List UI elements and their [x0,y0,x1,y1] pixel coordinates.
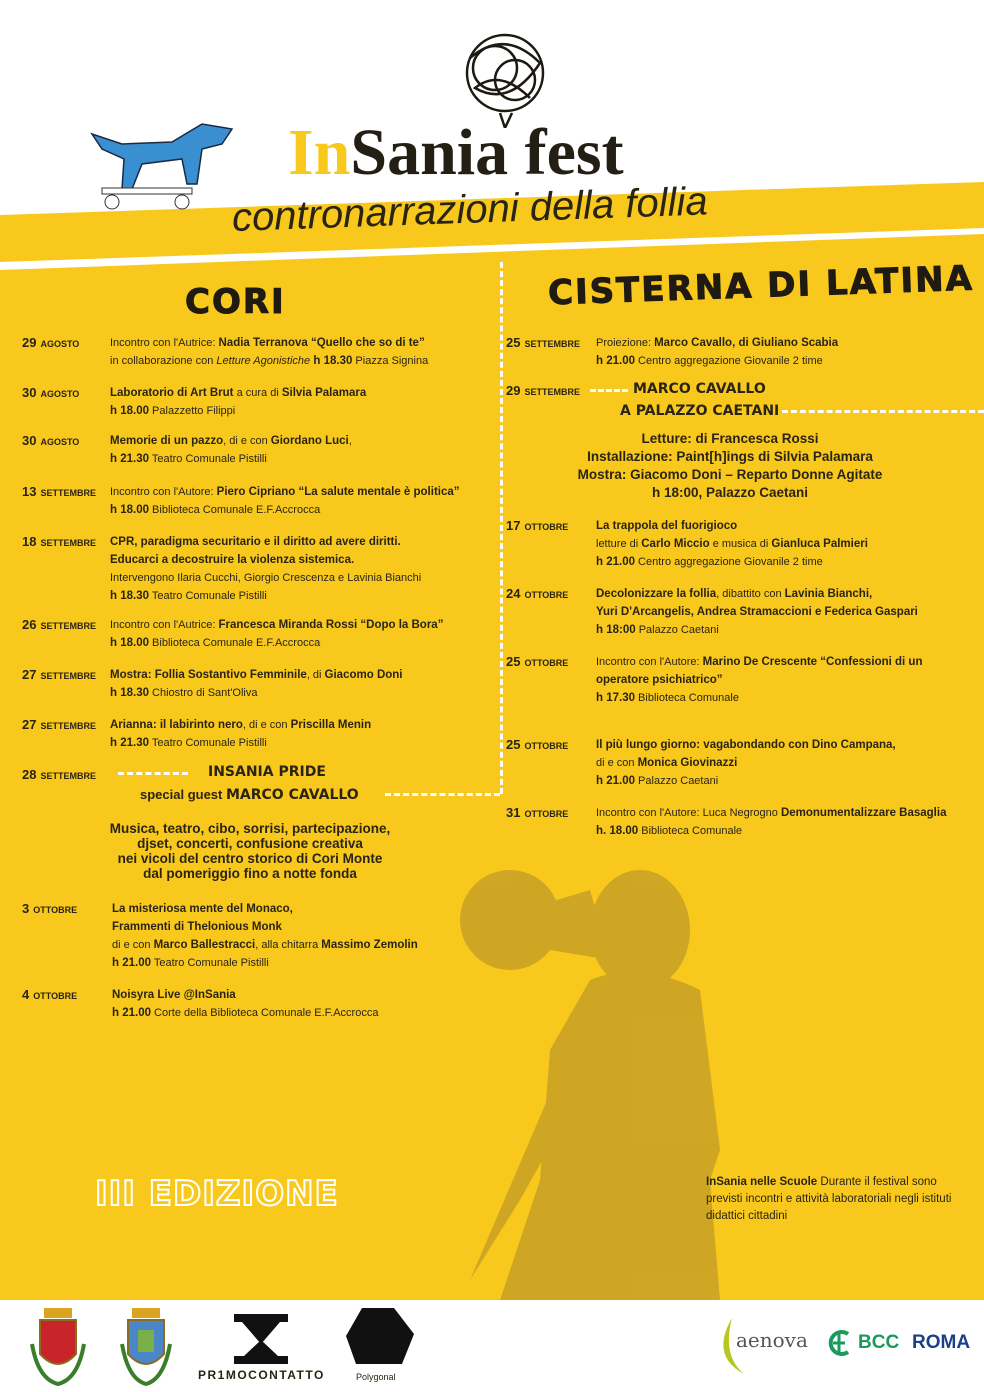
event-line [596,334,838,352]
event-text: Teatro Comunale Pistilli [149,737,267,749]
event-text: , dibattito con [716,588,785,600]
festival-title [288,116,624,189]
event-text: Marino De Crescente “Confessioni di un [702,656,923,668]
event-month: SETTEMBRE [524,339,580,349]
event-text: h 18:00 [596,624,636,636]
event-date [22,900,77,919]
blue-horse-icon [82,104,242,214]
event-body [110,384,366,420]
event-text: Teatro Comunale Pistilli [151,957,269,969]
special-month: SETTEMBRE [524,387,580,397]
polygonal-logo-icon [344,1306,416,1368]
event-day: 27 [22,667,37,682]
event-line [596,772,896,790]
event-text: e musica di [709,538,772,550]
event-text: di e con [596,757,638,769]
event-text: h 18.00 [110,637,149,649]
event-line [596,653,923,671]
event-month: OTTOBRE [524,658,569,668]
pride-desc-line: dal pomeriggio fino a notte fonda [143,866,357,881]
event-month: OTTOBRE [524,522,569,532]
event-text: , [348,435,352,447]
pride-day: 28 [22,767,37,782]
event-day: 30 [22,385,37,400]
event-date [22,334,79,353]
event-text: Carlo Miccio [641,538,710,550]
event-text: Incontro con l'Autore: [596,656,703,668]
event-line [110,352,428,370]
event-month: SETTEMBRE [40,538,96,548]
event-date [506,517,568,536]
event-body [110,334,428,370]
event-text: Biblioteca Comunale [638,825,743,837]
event-line [110,634,443,652]
event-body [596,517,868,571]
event-text: Arianna: il labirinto nero [110,719,243,731]
special-title-2: A PALAZZO CAETANI [620,403,780,419]
event-line [596,535,868,553]
event-month: OTTOBRE [524,809,569,819]
event-text: Palazzetto Filippi [149,405,236,417]
event-text: , alla chitarra [255,939,322,951]
event-line [110,402,366,420]
event-body [596,736,896,790]
dash-line [590,389,628,392]
event-text: letture di [596,538,642,550]
event-text: Incontro con l'Autore: [110,486,217,498]
event-line [596,621,918,639]
event-text: Frammenti di Thelonious Monk [112,921,282,933]
primo-contatto-logo-icon [234,1314,288,1364]
event-day: 13 [22,484,37,499]
event-text: Biblioteca Comunale E.F.Accrocca [149,504,321,516]
event-month: SETTEMBRE [40,671,96,681]
event-text: Marco Cavallo, di Giuliano Scabia [654,337,839,349]
event-text: Centro aggregazione Giovanile 2 time [635,556,823,568]
event-line [110,616,443,634]
scribble-head-icon [450,28,560,128]
title-rest: Sania fest [350,116,624,189]
event-text: Educarci a decostruire la violenza sistemica. [110,554,355,566]
event-date [22,616,96,635]
pride-desc-line: Musica, teatro, cibo, sorrisi, partecipazione, [109,821,391,836]
event-text: Proiezione: [596,337,655,349]
event-text: Palazzo Caetani [635,775,719,787]
event-date [506,804,568,823]
event-day: 26 [22,617,37,632]
event-body [596,804,946,840]
event-date [506,736,568,755]
event-date [22,432,79,451]
event-body [596,653,923,707]
schools-note-text: Durante il festival sono previsti incontri e attività laboratoriali negli istituti didattici cittadini [706,1176,952,1222]
aenova-label: aenova [736,1328,808,1352]
event-line [112,954,418,972]
event-body [110,432,352,468]
event-text: Demonumentalizzare Basaglia [780,807,947,819]
event-line [596,822,946,840]
event-text: Monica Giovinazzi [637,757,738,769]
event-text: Chiostro di Sant'Oliva [149,687,258,699]
event-text: Palazzo Caetani [635,624,719,636]
event-day: 25 [506,335,521,350]
event-text: Biblioteca Comunale [635,692,739,704]
event-line [596,603,918,621]
event-line [112,900,418,918]
event-line [110,450,352,468]
event-day: 24 [506,586,521,601]
event-text: h 17.30 [596,692,635,704]
dash-line [782,410,984,413]
event-line [596,517,868,535]
pride-month: SETTEMBRE [40,771,96,781]
event-body [110,616,443,652]
event-text: Intervengono Ilaria Cucchi, Giorgio Crescenza e Lavinia Bianchi [110,572,422,584]
event-line [110,384,366,402]
pride-desc-line: nei vicoli del centro storico di Cori Monte [117,851,383,866]
event-text: Memorie di un pazzo [110,435,224,447]
event-line [110,551,421,569]
event-text: Il più lungo giorno: vagabondando con Dino Campana, [596,739,896,751]
event-text: Piero Cipriano “La salute mentale è politica” [216,486,460,498]
pride-guest-name: MARCO CAVALLO [225,787,359,803]
event-month: OTTOBRE [33,991,78,1001]
event-body [596,585,918,639]
event-text: Incontro con l'Autrice: [110,337,219,349]
special-desc-line: Letture: di Francesca Rossi [641,431,819,446]
event-line [110,483,460,501]
event-text: Piazza Signina [352,355,429,367]
event-day: 30 [22,433,37,448]
event-day: 18 [22,534,37,549]
event-text: Teatro Comunale Pistilli [149,590,267,602]
event-text: Biblioteca Comunale E.F.Accrocca [149,637,321,649]
event-day: 25 [506,737,521,752]
event-text: h 21.00 [596,775,635,787]
city-heading-cori: CORI [185,282,286,322]
event-line [596,804,946,822]
column-divider [500,262,503,794]
event-text: La misteriosa mente del Monaco, [112,903,293,915]
event-line [110,684,403,702]
event-text: , di e con [242,719,291,731]
pride-title: INSANIA PRIDE [208,764,326,780]
event-line [110,587,421,605]
event-text: Mostra: Follia Sostantivo Femminile [110,669,307,681]
pride-guest-prefix: special guest [140,787,226,802]
event-text: Noisyra Live @InSania [112,989,236,1001]
event-day: 31 [506,805,521,820]
event-text: Teatro Comunale Pistilli [149,453,267,465]
special-desc-line: Mostra: Giacomo Doni – Reparto Donne Agitate [577,467,883,482]
girl-megaphone-image [440,850,740,1300]
event-body [110,483,460,519]
event-text: Giacomo Doni [324,669,403,681]
event-text: Nadia Terranova “Quello che so di te” [218,337,425,349]
event-line [596,736,896,754]
event-text: h 21.00 [596,355,635,367]
event-line [110,716,371,734]
event-text: Yuri D'Arcangelis, Andrea Stramaccioni e Federica Gaspari [596,606,918,618]
event-line [596,671,923,689]
event-text: in collaborazione con [110,355,217,367]
event-line [596,754,896,772]
bcc-logo-icon [824,1328,854,1358]
edition-label: III EDIZIONE [95,1174,339,1214]
pride-desc-line: djset, concerti, confusione creativa [137,836,363,851]
event-text: Marco Ballestracci [153,939,256,951]
event-line [112,1004,378,1022]
event-date [506,653,568,672]
event-body [112,986,378,1022]
cisterna-coat-of-arms-icon [118,1304,174,1388]
event-text: h 21.00 [112,957,151,969]
event-text: h 18.30 [110,687,149,699]
event-text: h. 18.00 [596,825,639,837]
event-day: 29 [22,335,37,350]
pride-guest [140,786,359,804]
event-month: SETTEMBRE [40,488,96,498]
pride-description [60,821,440,881]
event-text: Priscilla Menin [290,719,372,731]
special-day: 29 [506,383,521,398]
event-day: 17 [506,518,521,533]
event-text: Massimo Zemolin [321,939,418,951]
bcc-label: BCC [858,1332,900,1353]
event-line [112,918,418,936]
event-date [22,384,79,403]
event-month: AGOSTO [40,389,80,399]
event-line [596,689,923,707]
primo-contatto-label: PR1MOCONTATTO [198,1368,325,1382]
event-text: h 21.00 [596,556,635,568]
special-description [540,430,920,502]
event-text: Corte della Biblioteca Comunale E.F.Accrocca [151,1007,379,1019]
event-text: CPR, paradigma securitario e il diritto ad avere diritti. [110,536,401,548]
event-date [22,716,96,735]
event-text: Giordano Luci [270,435,349,447]
event-date [22,483,96,502]
event-text: h 18.00 [110,504,149,516]
event-text: h 21.00 [112,1007,151,1019]
event-text: h 18.30 [110,590,149,602]
city-heading-cisterna: CISTERNA DI LATINA [547,258,975,314]
event-text: h 18.00 [110,405,149,417]
event-text: Letture Agonistiche [216,355,311,367]
cori-coat-of-arms-icon [28,1304,88,1388]
event-text: Laboratorio di Art Brut [110,387,234,399]
event-date [506,585,568,604]
event-body [596,334,838,370]
special-desc-line: h 18:00, Palazzo Caetani [651,485,809,500]
schools-note [706,1174,966,1225]
event-day: 25 [506,654,521,669]
event-day: 3 [22,901,30,916]
event-line [110,569,421,587]
special-desc-line: Installazione: Paint[h]ings di Silvia Palamara [587,449,873,464]
event-month: OTTOBRE [33,905,78,915]
event-line [110,666,403,684]
event-text: operatore psichiatrico” [596,674,723,686]
event-body [112,900,418,972]
event-month: SETTEMBRE [40,621,96,631]
event-month: SETTEMBRE [40,721,96,731]
event-line [110,533,421,551]
event-day: 27 [22,717,37,732]
dash-line [118,772,188,775]
event-text: Lavinia Bianchi, [784,588,873,600]
event-body [110,666,403,702]
title-in: In [288,116,351,189]
event-line [112,986,378,1004]
special-title-1: MARCO CAVALLO [633,381,766,397]
event-text: Centro aggregazione Giovanile 2 time [635,355,823,367]
event-text: Gianluca Palmieri [771,538,868,550]
event-month: OTTOBRE [524,590,569,600]
event-line [110,734,371,752]
event-text: h 21.30 [110,737,149,749]
event-text: Incontro con l'Autore: Luca Negrogno [596,807,781,819]
event-line [110,334,428,352]
event-text: h 18.30 [310,355,353,367]
polygonal-label: Polygonal [356,1372,396,1382]
event-month: AGOSTO [40,339,80,349]
event-line [596,553,868,571]
event-text: , di e con [223,435,271,447]
event-date [506,334,580,353]
event-month: AGOSTO [40,437,80,447]
event-line [596,585,918,603]
event-body [110,533,421,605]
roma-label: ROMA [912,1332,971,1353]
event-text: a cura di [233,387,282,399]
event-text: h 21.30 [110,453,149,465]
event-text: Francesca Miranda Rossi “Dopo la Bora” [218,619,444,631]
event-line [596,352,838,370]
event-body [110,716,371,752]
event-month: OTTOBRE [524,741,569,751]
schools-note-title: InSania nelle Scuole [706,1176,818,1188]
event-line [112,936,418,954]
event-text: di e con [112,939,154,951]
festival-subtitle: contronarrazioni della follia [231,179,709,240]
event-line [110,501,460,519]
event-text: Incontro con l'Autrice: [110,619,219,631]
event-text: Decolonizzare la follia [596,588,717,600]
dash-line [385,793,500,796]
event-date [22,986,77,1005]
event-day: 4 [22,987,30,1002]
event-text: , di [306,669,325,681]
event-text: Silvia Palamara [281,387,367,399]
event-text: La trappola del fuorigioco [596,520,738,532]
event-date [22,666,96,685]
event-date [22,533,96,552]
event-line [110,432,352,450]
